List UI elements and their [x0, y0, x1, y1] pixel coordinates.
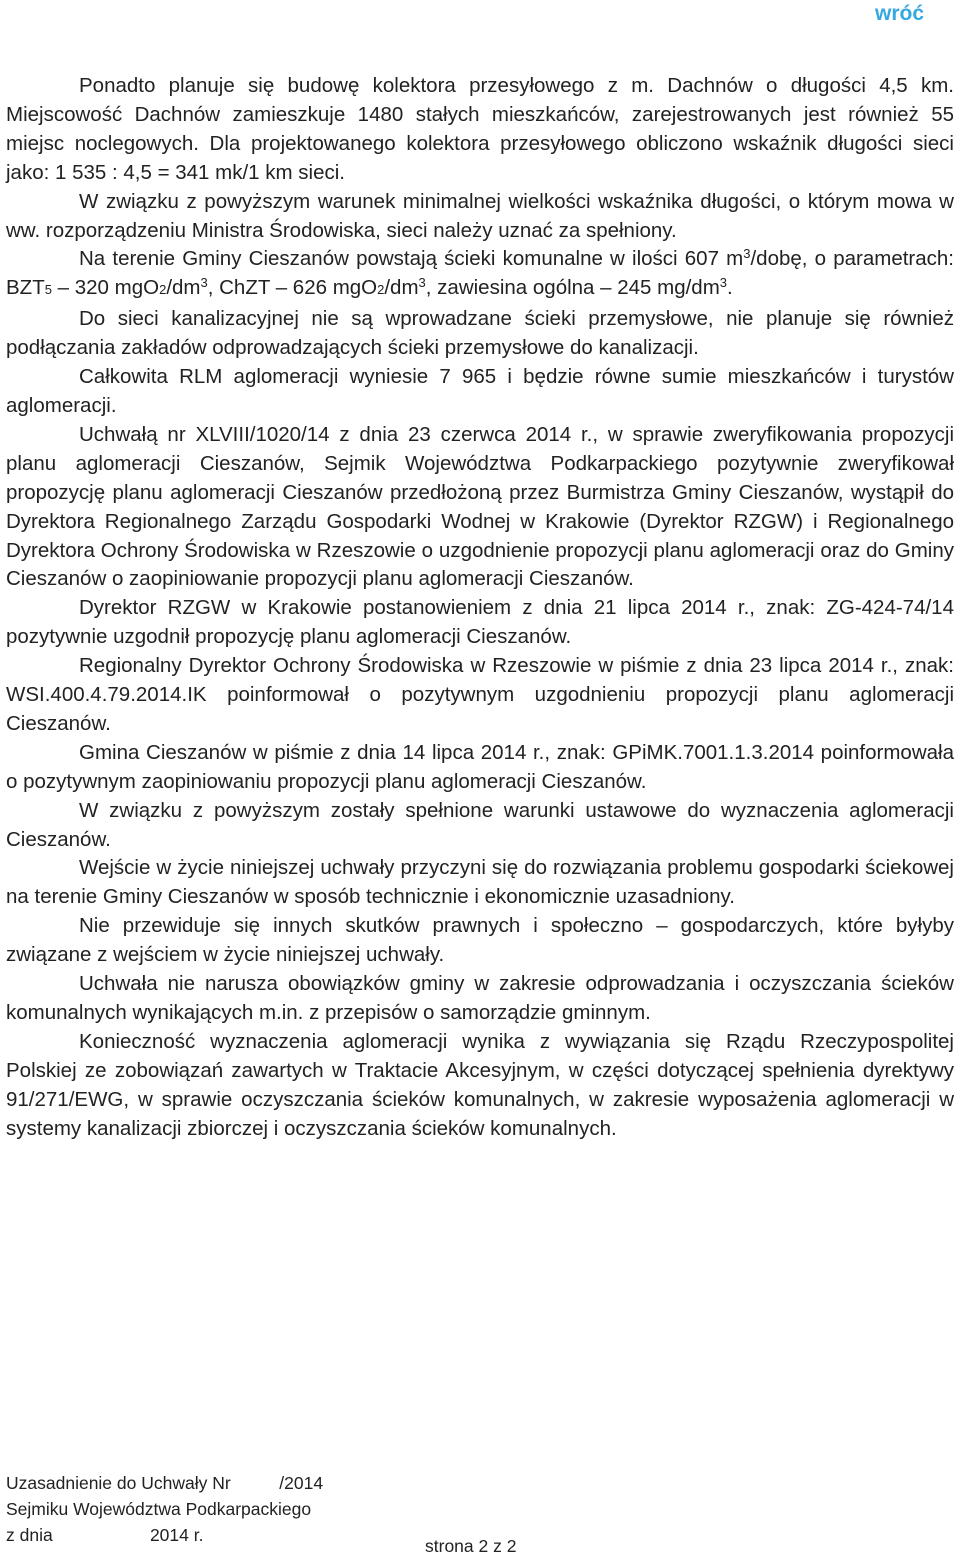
paragraph: W związku z powyższym zostały spełnione warunki ustawowe do wyznaczenia aglomeracji Cieszanów.: [6, 798, 954, 851]
paragraph: Nie przewiduje się innych skutków prawnych i społeczno – gospodarczych, które byłyby związane z wejściem w życie niniejszej uchwały.: [6, 914, 954, 967]
paragraph: Gmina Cieszanów w piśmie z dnia 14 lipca 2014 r., znak: GPiMK.7001.1.3.2014 poinformowała o pozytywnym zaopiniowaniu propozycji planu aglomeracji Cieszanów.: [6, 740, 954, 793]
back-link[interactable]: wróć: [874, 2, 924, 25]
text-fragment: Na terenie Gminy Cieszanów powstają ścieki komunalne w ilości 607 m: [79, 247, 744, 271]
superscript: 3: [743, 246, 751, 262]
footer-resolution-ref: Uzasadnienie do Uchwały Nr /2014: [6, 1473, 324, 1493]
paragraph: Ponadto planuje się budowę kolektora przesyłowego z m. Dachnów o długości 4,5 km. Miejscowość Dachnów zamieszkuje 1480 stałych mieszkańców, zarejestrowanych jest również 55 miejsc noclegowych. Dla projektowanego kolektora przesyłowego obliczono wskaźnik długości sieci jako: 1 535 : 4,5 = 341 mk/1 km sieci.: [6, 74, 954, 184]
footer-date: z dnia 2014 r.: [6, 1525, 204, 1545]
text-fragment: .: [727, 276, 733, 300]
sewage-parameters-paragraph: [6, 245, 954, 305]
text-fragment: /dobę, o parametrach: BZT: [6, 247, 954, 300]
footer-issuer: Sejmiku Województwa Podkarpackiego: [6, 1499, 312, 1519]
paragraph: Konieczność wyznaczenia aglomeracji wynika z wywiązania się Rządu Rzeczypospolitej Polskiej ze zobowiązań zawartych w Traktacie Akcesyjnym, w części dotyczącej spełnienia dyrektywy 91/271/EWG, w sprawie oczyszczania ścieków komunalnych, w zakresie wyposażenia aglomeracji w systemy kanalizacji zbiorczej i oczyszczania ścieków komunalnych.: [6, 1029, 954, 1140]
subscript: 2: [377, 282, 385, 298]
paragraph: Dyrektor RZGW w Krakowie postanowieniem z dnia 21 lipca 2014 r., znak: ZG-424-74/14 pozytywnie uzgodnił propozycję planu aglomeracji Cieszanów.: [6, 596, 954, 649]
paragraph: Regionalny Dyrektor Ochrony Środowiska w Rzeszowie w piśmie z dnia 23 lipca 2014 r., znak: WSI.400.4.79.2014.IK poinformował o pozytywnym uzgodnieniu propozycji planu aglomeracji Cieszanów.: [6, 654, 954, 735]
paragraph: W związku z powyższym warunek minimalnej wielkości wskaźnika długości, o którym mowa w ww. rozporządzeniu Ministra Środowiska, sieci należy uznać za spełniony.: [6, 189, 954, 242]
text-fragment: , ChZT – 626 mgO: [207, 276, 378, 300]
page-number: strona 2 z 2: [425, 1536, 517, 1556]
text-fragment: – 320 mgO: [51, 276, 160, 300]
paragraph: Do sieci kanalizacyjnej nie są wprowadzane ścieki przemysłowe, nie planuje się również podłączania zakładów odprowadzających ścieki przemysłowe do kanalizacji.: [6, 307, 954, 360]
document-footer: [6, 1470, 323, 1548]
text-fragment: /dm: [166, 276, 201, 300]
subscript: 5: [44, 282, 52, 298]
paragraph: Uchwałą nr XLVIII/1020/14 z dnia 23 czerwca 2014 r., w sprawie zweryfikowania propozycji planu aglomeracji Cieszanów, Sejmik Województwa Podkarpackiego pozytywnie zweryfikował propozycję planu aglomeracji Cieszanów przedłożoną przez Burmistrza Gminy Cieszanów, wystąpił do Dyrektora Regionalnego Zarządu Gospodarki Wodnej w Krakowie (Dyrektor RZGW) i Regionalnego Dyrektora Ochrony Środowiska w Rzeszowie o uzgodnienie propozycji planu aglomeracji oraz do Gminy Cieszanów o zaopiniowanie propozycji planu aglomeracji Cieszanów.: [6, 422, 954, 591]
paragraph: Uchwała nie narusza obowiązków gminy w zakresie odprowadzania i oczyszczania ścieków komunalnych wynikających m.in. z przepisów o samorządzie gminnym.: [6, 972, 954, 1024]
text-fragment: /dm: [384, 276, 419, 300]
paragraph: Wejście w życie niniejszej uchwały przyczyni się do rozwiązania problemu gospodarki ściekowej na terenie Gminy Cieszanów w sposób technicznie i ekonomicznie uzasadniony.: [6, 856, 954, 909]
superscript: 3: [418, 275, 426, 291]
superscript: 3: [200, 275, 208, 291]
subscript: 2: [159, 282, 167, 298]
superscript: 3: [719, 275, 728, 291]
paragraph: Całkowita RLM aglomeracji wyniesie 7 965 i będzie równe sumie mieszkańców i turystów aglomeracji.: [6, 365, 954, 417]
document-body: [6, 72, 954, 1144]
text-fragment: , zawiesina ogólna – 245 mg/dm: [425, 276, 720, 300]
